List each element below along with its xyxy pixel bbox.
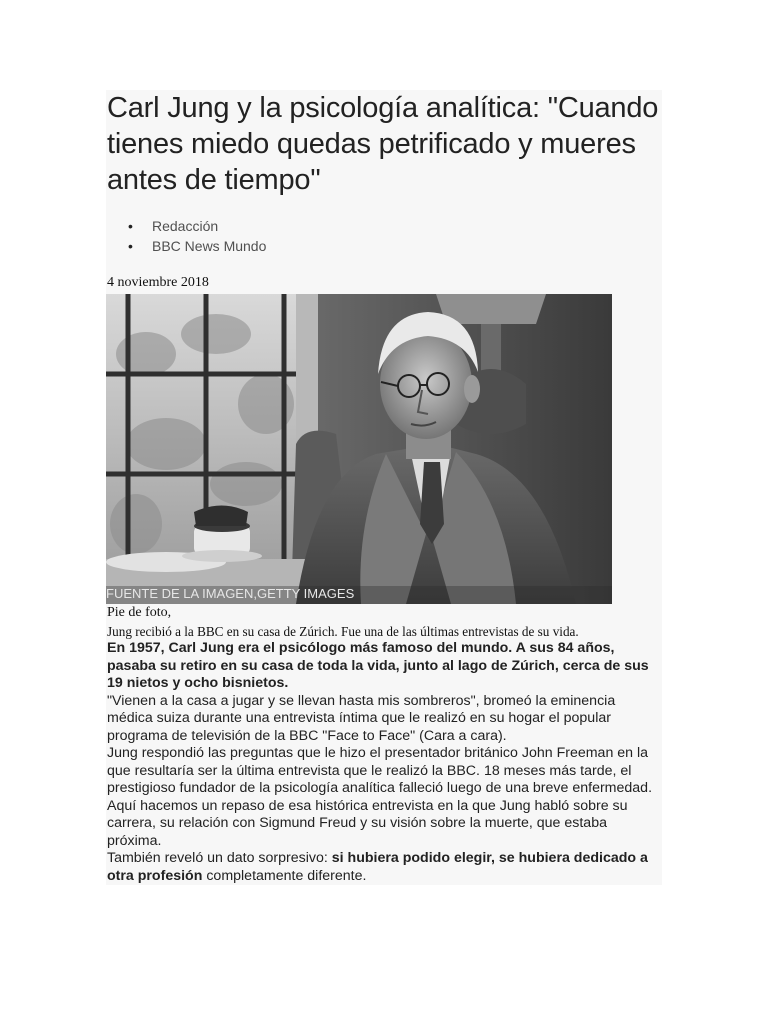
bullet-icon: •: [128, 238, 133, 254]
paragraph-emphasis: si hubiera podido elegir, se hubiera dedicado a otra profesión: [107, 850, 648, 884]
paragraph: [107, 850, 662, 885]
byline-author: Redacción: [152, 218, 219, 234]
caption-label: Pie de foto,: [107, 605, 172, 620]
article: [106, 90, 662, 885]
article-photo: [106, 294, 612, 604]
byline-list: [106, 216, 662, 256]
paragraph: Jung respondió las preguntas que le hizo el presentador británico John Freeman en la que resultaría ser la última entrevista que le realizó la BBC. 18 meses más tarde, el prestigioso fundador de la psicología analítica falleció luego de una breve enfermedad.: [107, 745, 653, 796]
byline-outlet: BBC News Mundo: [152, 238, 267, 254]
byline-item: [128, 216, 662, 236]
article-date: 4 noviembre 2018: [107, 275, 209, 290]
article-headline: Carl Jung y la psicología analítica: "Cuando tienes miedo quedas petrificado y mueres antes de tiempo": [107, 92, 659, 196]
photo-carl-jung: [106, 294, 612, 604]
image-credit: FUENTE DE LA IMAGEN,GETTY IMAGES: [106, 586, 355, 601]
photo-caption: Jung recibió a la BBC en su casa de Zúrich. Fue una de las últimas entrevistas de su vida.: [107, 624, 579, 639]
bullet-icon: •: [128, 218, 133, 234]
paragraph: "Vienen a la casa a jugar y se llevan hasta mis sombreros", bromeó la eminencia médica suiza durante una entrevista íntima que le realizó en su hogar el popular programa de televisión de la BBC "Face to Face" (Cara a cara).: [107, 692, 616, 744]
paragraph-text: completamente diferente.: [202, 867, 367, 884]
byline-item: [128, 236, 662, 256]
paragraph: Aquí hacemos un repaso de esa histórica entrevista en la que Jung habló sobre su carrera, su relación con Sigmund Freud y su visión sobre la muerte, que estaba próxima.: [107, 797, 628, 849]
paragraph-text: También reveló un dato sorpresivo:: [107, 850, 332, 866]
lead-paragraph: En 1957, Carl Jung era el psicólogo más famoso del mundo. A sus 84 años, pasaba su retiro en su casa de toda la vida, junto al lago de Zúrich, cerca de sus 19 nietos y ocho bisnietos.: [107, 640, 649, 691]
